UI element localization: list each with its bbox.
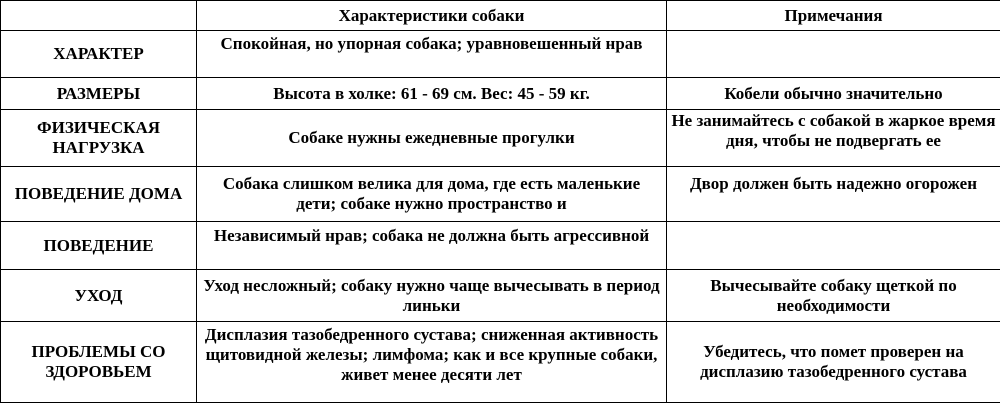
characteristic-cell [197,78,667,110]
characteristic-cell [197,270,667,322]
note-text: Кобели обычно значительно [724,83,943,103]
row-label-text: ПОВЕДЕНИЕ ДОМА [14,184,183,203]
characteristic-cell [197,31,667,78]
row-label [1,322,197,403]
row-label [1,222,197,270]
table-row [1,78,1000,110]
row-label-text: ФИЗИЧЕСКАЯ НАГРУЗКА [37,118,160,157]
note-cell [667,270,1000,322]
row-label [1,270,197,322]
row-label-text: УХОД [74,285,123,305]
row-label-text: ПРОБЛЕМЫ СО ЗДОРОВЬЕМ [31,342,166,381]
note-cell [667,222,1000,270]
row-label-text: РАЗМЕРЫ [56,83,141,103]
note-cell [667,78,1000,110]
characteristic-text: Независимый нрав; собака не должна быть агрессивной [213,225,650,245]
characteristic-text: Собака слишком велика для дома, где есть маленькие дети; собаке нужно пространство и [222,174,641,213]
characteristic-cell [197,322,667,403]
table-row [1,31,1000,78]
row-label-text: ПОВЕДЕНИЕ [43,235,154,255]
table-row [1,270,1000,322]
characteristic-cell [197,167,667,222]
characteristic-text: Собаке нужны ежедневные прогулки [288,128,575,147]
row-label [1,110,197,167]
characteristic-text: Спокойная, но упорная собака; уравновешенный нрав [220,34,643,53]
table-row [1,322,1000,403]
characteristic-text: Дисплазия тазобедренного сустава; сниженная активность щитовидной железы; лимфома; как и все крупные собаки, живет менее десяти лет [204,325,659,384]
header-empty [1,1,197,31]
table-header-row [1,1,1000,31]
note-text: Убедитесь, что помет проверен на дисплазию тазобедренного сустава [700,342,967,381]
table-row [1,222,1000,270]
characteristic-cell [197,222,667,270]
note-text: Не занимайтесь с собакой в жаркое время дня, чтобы не подвергать ее [671,111,996,150]
characteristic-text: Высота в холке: 61 - 69 см. Вес: 45 - 59 кг. [273,83,590,103]
characteristic-text: Уход несложный; собаку нужно чаще вычесывать в период линьки [203,275,660,315]
row-label-text: ХАРАКТЕР [53,44,144,63]
header-characteristics: Характеристики собаки [197,1,667,31]
note-text: Вычесывайте собаку щеткой по необходимости [710,275,957,315]
row-label [1,78,197,110]
table-row [1,110,1000,167]
characteristic-cell [197,110,667,167]
note-text: Двор должен быть надежно огорожен [689,174,978,193]
note-cell [667,322,1000,403]
note-cell [667,31,1000,78]
table-row [1,167,1000,222]
note-cell [667,167,1000,222]
note-cell [667,110,1000,167]
row-label [1,31,197,78]
row-label [1,167,197,222]
header-notes: Примечания [667,1,1000,31]
